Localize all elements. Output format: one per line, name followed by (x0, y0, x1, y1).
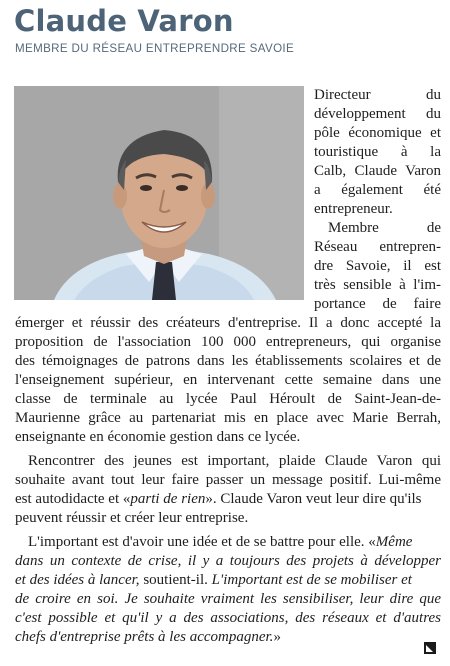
article-line (15, 571, 441, 589)
article-text: L'important est d'avoir une idée et de se battre pour elle. « (28, 534, 376, 550)
portrait-photo (14, 86, 304, 300)
article-end-arrow-icon (424, 642, 436, 654)
article-subtitle: MEMBRE DU RÉSEAU ENTREPRENDRE SAVOIE (15, 42, 295, 55)
article-quote: L'important est de se mobiliser et (211, 572, 412, 588)
article-line: peuvent réussir et créer leur entreprise. (15, 510, 249, 526)
article-line: Réseau entrepren- (314, 239, 441, 255)
article-quote: chefs d'entreprise prêts à les accompagner. (15, 629, 274, 645)
article-quote: parti de rien (130, 491, 206, 507)
article-line: développement du (314, 106, 441, 122)
article-line: très sensible à l'im- (314, 277, 441, 293)
article-line: portance de faire (314, 296, 441, 312)
article-line: émerger et réussir des créateurs d'entreprise. Il a donc accepté la (15, 315, 441, 331)
article-line: souhaite avant tout leur faire passer un message positif. Lui-même (15, 472, 441, 488)
article-quote-line: dans un contexte de crise, il y a toujours des projets à développer (15, 553, 441, 569)
article-line (28, 533, 441, 551)
article-quote: Même (375, 534, 413, 550)
article-line: Directeur du (314, 87, 441, 103)
article-line: entrepreneur. (314, 201, 393, 217)
article-text: » (273, 629, 281, 645)
article-quote-line: c'est possible et qu'il y a des associations, des réseaux et d'autres (15, 610, 441, 626)
article-quote: et des idées à lancer, (15, 572, 140, 588)
article-line: dre Savoie, il est (314, 258, 441, 274)
article-text: est autodidacte et « (15, 491, 131, 507)
article-line (15, 490, 441, 508)
article-title: Claude Varon (14, 4, 234, 38)
article-line: Rencontrer des jeunes est important, plaide Claude Varon qui (28, 453, 441, 469)
article-line: pôle économique et (314, 125, 441, 141)
article-line: touristique à la (314, 144, 441, 160)
article-text: soutient-il. (139, 572, 212, 588)
article-line: classe de terminale au lycée Paul Héroult de Saint-Jean-de- (15, 391, 441, 407)
article-line: a également été (314, 182, 441, 198)
article-line: l'enseignement supérieur, en intervenant cette semaine dans une (15, 372, 441, 388)
article-line: Maurienne grâce au partenariat mis en place avec Marie Berrah, (15, 410, 441, 426)
article-line: Membre de (328, 220, 441, 236)
article-line: enseignante en économie gestion dans ce lycée. (15, 429, 301, 445)
article-line: des témoignages de patrons dans les établissements scolaires et de (15, 353, 441, 369)
article-line: proposition de l'association 100 000 entrepreneurs, qui organise (15, 334, 441, 350)
article-line: Calb, Claude Varon (314, 163, 441, 179)
article-line (15, 628, 441, 646)
article-quote-line: de croire en soi. Je souhaite vraiment les sensibiliser, leur dire que (15, 591, 441, 607)
article-text: ». Claude Varon veut leur dire qu'ils (205, 491, 422, 507)
